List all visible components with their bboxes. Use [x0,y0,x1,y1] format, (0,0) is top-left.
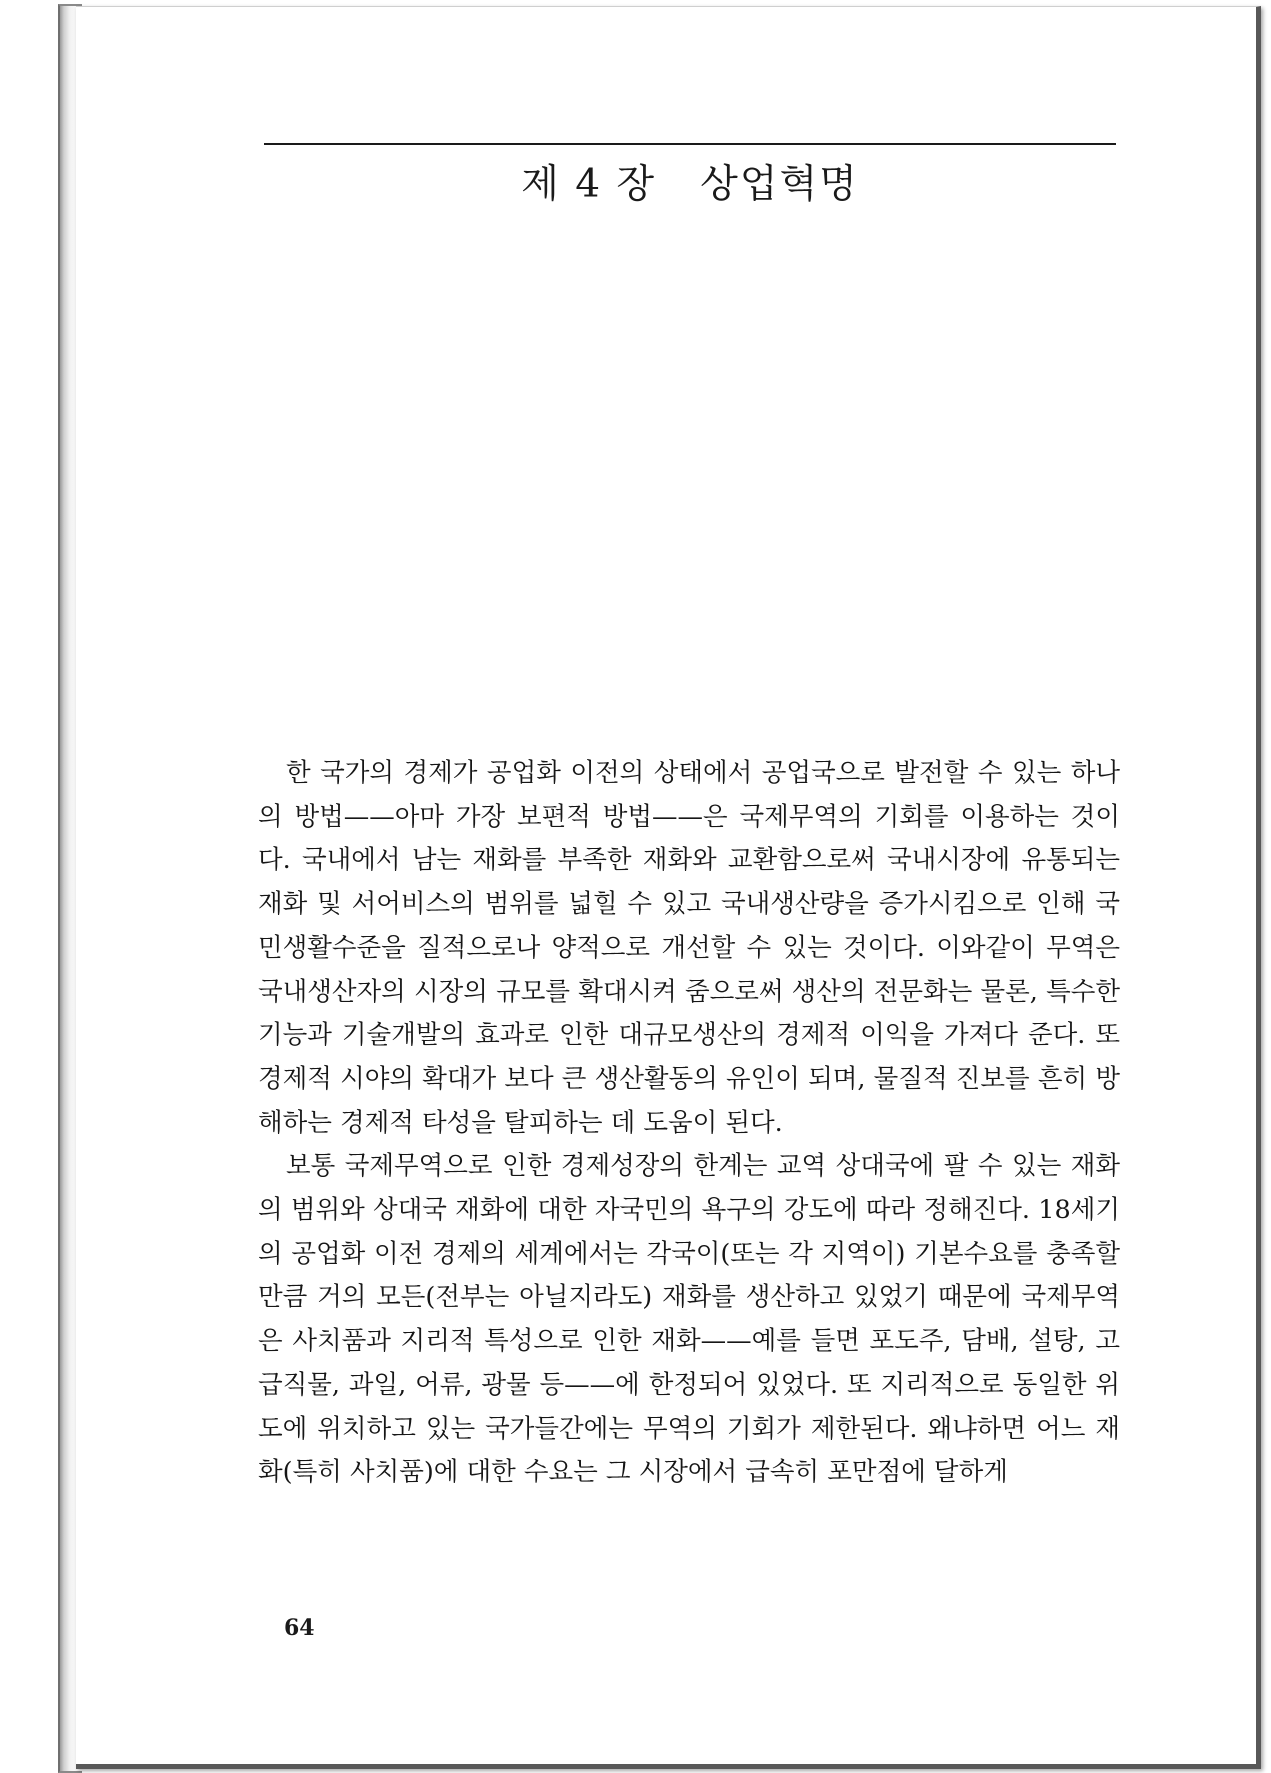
chapter-heading [264,155,1116,215]
chapter-number-label: 제 4 장 [521,162,657,207]
body-text [258,752,1120,1495]
chapter-top-rule [264,143,1116,145]
paragraph-2: 보통 국제무역으로 인한 경제성장의 한계는 교역 상대국에 팔 수 있는 재화의 범위와 상대국 재화에 대한 자국민의 욕구의 강도에 따라 정해진다. 18세기의 공업화 이전 경제의 세계에서는 각국이(또는 각 지역이) 기본수요를 충족할 만큼 거의 모든(전부는 아닐지라도) 재화를 생산하고 있었기 때문에 국제무역은 사치품과 지리적 특성으로 인한 재화——예를 들면 포도주, 담배, 설탕, 고급직물, 과일, 어류, 광물 등——에 한정되어 있었다. 또 지리적으로 동일한 위도에 위치하고 있는 국가들간에는 무역의 기회가 제한된다. 왜냐하면 어느 재화(특히 사치품)에 대한 수요는 그 시장에서 급속히 포만점에 달하게 [258,1151,1120,1488]
page-number: 64 [284,1615,315,1641]
chapter-title: 상업혁명 [700,162,859,207]
paragraph-1: 한 국가의 경제가 공업화 이전의 상태에서 공업국으로 발전할 수 있는 하나의 방법——아마 가장 보편적 방법——은 국제무역의 기회를 이용하는 것이다. 국내에서 남는 재화를 부족한 재화와 교환함으로써 국내시장에 유통되는 재화 및 서어비스의 범위를 넓힐 수 있고 국내생산량을 증가시킴으로 인해 국민생활수준을 질적으로나 양적으로 개선할 수 있는 것이다. 이와같이 무역은 국내생산자의 시장의 규모를 확대시켜 줌으로써 생산의 전문화는 물론, 특수한 기능과 기술개발의 효과로 인한 대규모생산의 경제적 이익을 가져다 준다. 또 경제적 시야의 확대가 보다 큰 생산활동의 유인이 되며, 물질적 진보를 흔히 방해하는 경제적 타성을 탈피하는 데 도움이 된다. [258,758,1120,1138]
